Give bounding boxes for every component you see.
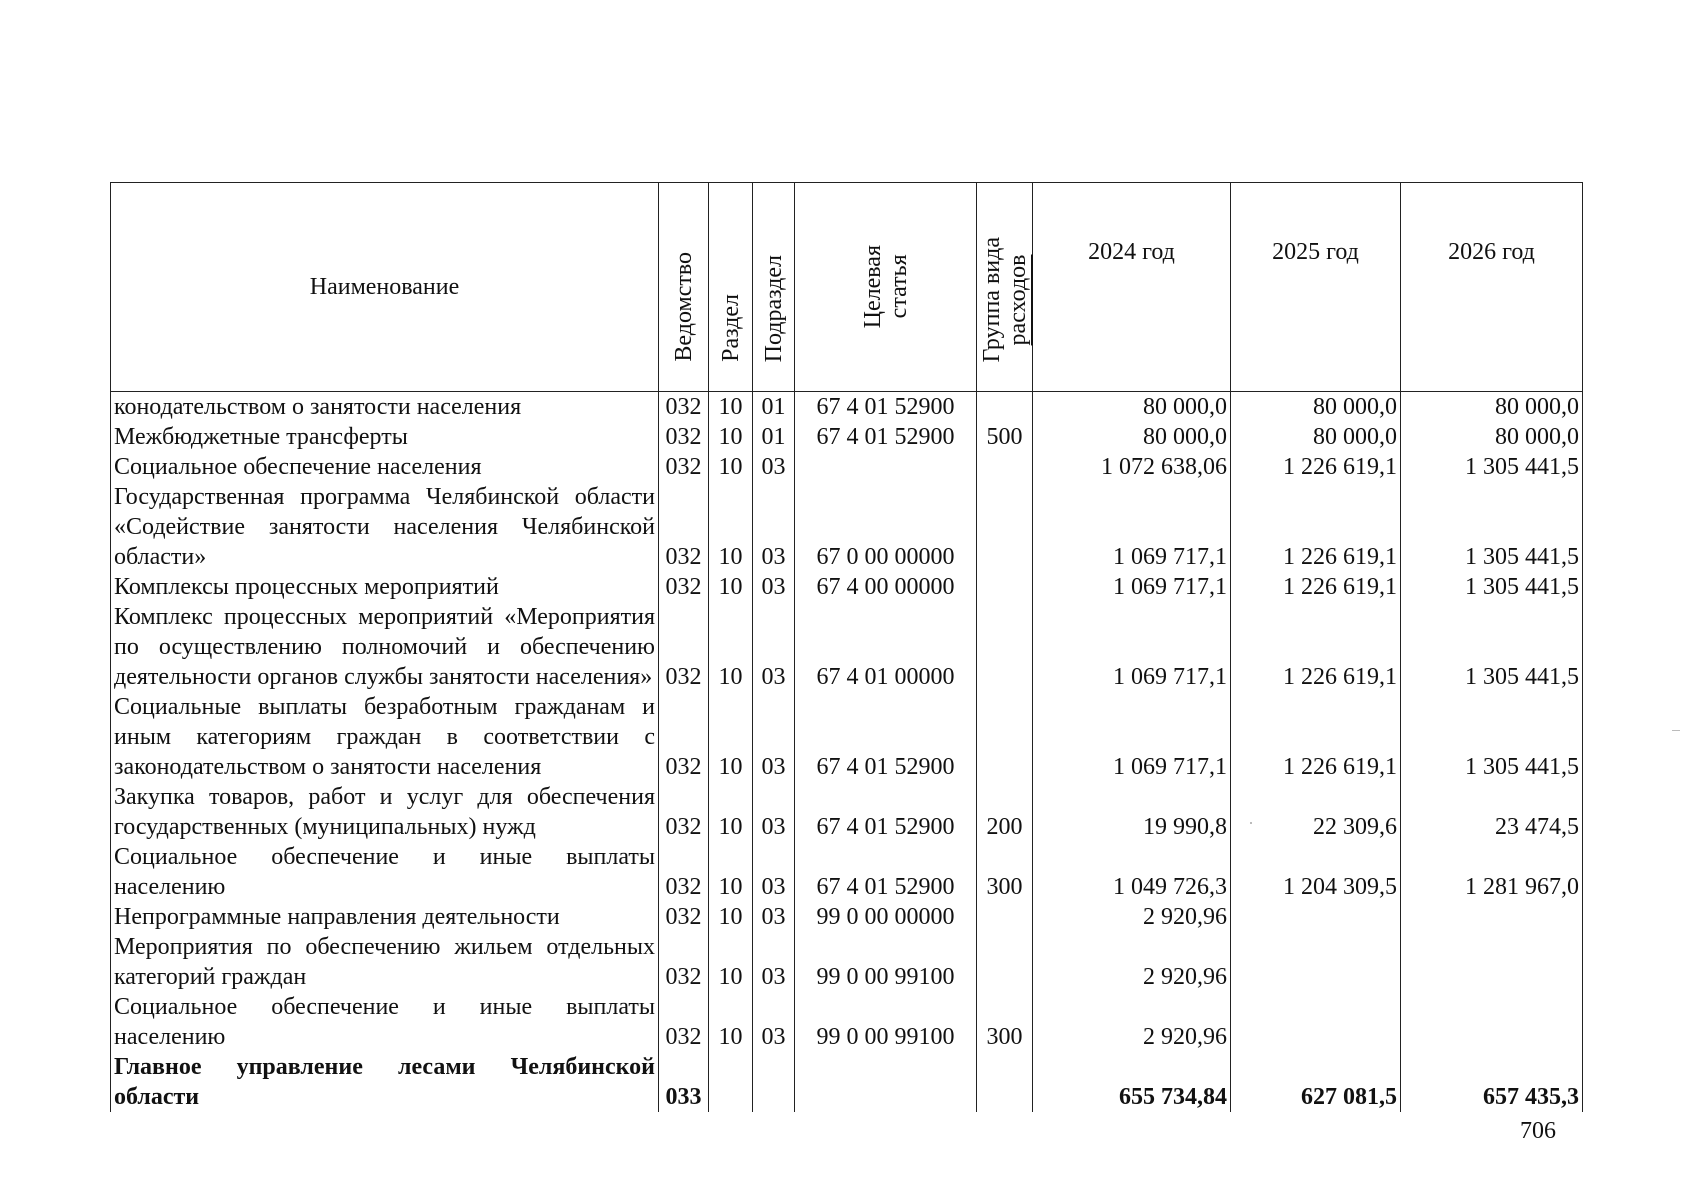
header-year-2024: 2024 год: [1033, 183, 1231, 392]
row-department: 032: [659, 932, 709, 992]
row-department: 032: [659, 392, 709, 423]
row-value-2026: 23 474,5: [1401, 782, 1583, 842]
table-row: [111, 602, 1583, 692]
row-name: конодательством о занятости населения: [111, 392, 659, 423]
row-department: 032: [659, 842, 709, 902]
row-value-2025: 1 226 619,1: [1231, 602, 1401, 692]
row-subsection: 03: [753, 782, 795, 842]
row-value-2025: 22 309,6: [1231, 782, 1401, 842]
scan-artifact: [1672, 730, 1680, 731]
table-row: [111, 572, 1583, 602]
row-target-article: 67 4 00 00000: [795, 572, 977, 602]
row-expense-group: 300: [977, 992, 1033, 1052]
table-row: [111, 1052, 1583, 1112]
row-expense-group: 200: [977, 782, 1033, 842]
header-target-article: Целевая статья: [795, 183, 977, 392]
row-subsection: 03: [753, 692, 795, 782]
row-department: 032: [659, 452, 709, 482]
row-target-article: 67 4 01 52900: [795, 842, 977, 902]
row-value-2025: [1231, 992, 1401, 1052]
row-value-2024: 80 000,0: [1033, 392, 1231, 423]
row-value-2026: 657 435,3: [1401, 1052, 1583, 1112]
row-name: Главное управление лесами Челябинской области: [111, 1052, 659, 1112]
row-subsection: 03: [753, 452, 795, 482]
row-value-2024: 1 069 717,1: [1033, 482, 1231, 572]
table-header-row: [111, 183, 1583, 392]
row-name: Комплекс процессных мероприятий «Мероприятия по осуществлению полномочий и обеспечению деятельности органов службы занятости населения»: [111, 602, 659, 692]
table-row: [111, 392, 1583, 423]
row-department: 032: [659, 692, 709, 782]
row-target-article: 99 0 00 99100: [795, 992, 977, 1052]
row-expense-group: [977, 932, 1033, 992]
row-value-2026: [1401, 932, 1583, 992]
row-section: 10: [709, 932, 753, 992]
row-department: 032: [659, 992, 709, 1052]
row-section: 10: [709, 782, 753, 842]
row-department: 032: [659, 482, 709, 572]
row-name: Межбюджетные трансферты: [111, 422, 659, 452]
row-value-2025: 1 204 309,5: [1231, 842, 1401, 902]
row-value-2024: 1 069 717,1: [1033, 692, 1231, 782]
scan-artifact: [1250, 822, 1252, 824]
row-subsection: 01: [753, 392, 795, 423]
table-row: [111, 842, 1583, 902]
row-section: 10: [709, 692, 753, 782]
row-expense-group: [977, 692, 1033, 782]
row-value-2026: 1 305 441,5: [1401, 452, 1583, 482]
row-target-article: [795, 452, 977, 482]
row-department: 032: [659, 422, 709, 452]
row-subsection: 01: [753, 422, 795, 452]
table-row: [111, 452, 1583, 482]
row-target-article: 99 0 00 99100: [795, 932, 977, 992]
table-row: [111, 902, 1583, 932]
table-row: [111, 782, 1583, 842]
table-body: [111, 392, 1583, 1113]
table-row: [111, 932, 1583, 992]
row-section: 10: [709, 902, 753, 932]
row-department: 032: [659, 572, 709, 602]
row-subsection: 03: [753, 902, 795, 932]
row-value-2025: 80 000,0: [1231, 392, 1401, 423]
table-row: [111, 692, 1583, 782]
budget-sheet: [110, 182, 1582, 1112]
row-name: Социальное обеспечение и иные выплаты населению: [111, 992, 659, 1052]
header-year-2025: 2025 год: [1231, 183, 1401, 392]
header-expense-group: Группа вида расходов: [977, 183, 1033, 392]
row-target-article: 67 0 00 00000: [795, 482, 977, 572]
row-expense-group: [977, 902, 1033, 932]
row-section: [709, 1052, 753, 1112]
header-section: Раздел: [709, 183, 753, 392]
row-target-article: 67 4 01 00000: [795, 602, 977, 692]
table-row: [111, 482, 1583, 572]
row-value-2026: 1 281 967,0: [1401, 842, 1583, 902]
row-value-2026: 80 000,0: [1401, 422, 1583, 452]
row-subsection: [753, 1052, 795, 1112]
row-section: 10: [709, 422, 753, 452]
row-department: 032: [659, 602, 709, 692]
row-expense-group: [977, 1052, 1033, 1112]
row-value-2026: 1 305 441,5: [1401, 482, 1583, 572]
row-value-2026: [1401, 992, 1583, 1052]
row-value-2026: [1401, 902, 1583, 932]
row-name: Закупка товаров, работ и услуг для обеспечения государственных (муниципальных) нужд: [111, 782, 659, 842]
row-name: Комплексы процессных мероприятий: [111, 572, 659, 602]
row-value-2026: 1 305 441,5: [1401, 602, 1583, 692]
row-subsection: 03: [753, 572, 795, 602]
row-value-2024: 1 069 717,1: [1033, 572, 1231, 602]
row-target-article: 67 4 01 52900: [795, 392, 977, 423]
row-expense-group: [977, 392, 1033, 423]
budget-table: [110, 182, 1583, 1112]
row-section: 10: [709, 452, 753, 482]
row-value-2025: 1 226 619,1: [1231, 452, 1401, 482]
row-target-article: 99 0 00 00000: [795, 902, 977, 932]
row-value-2025: 80 000,0: [1231, 422, 1401, 452]
row-section: 10: [709, 842, 753, 902]
row-section: 10: [709, 992, 753, 1052]
row-subsection: 03: [753, 932, 795, 992]
row-value-2024: 2 920,96: [1033, 932, 1231, 992]
row-target-article: 67 4 01 52900: [795, 782, 977, 842]
row-value-2025: 1 226 619,1: [1231, 482, 1401, 572]
row-value-2025: 627 081,5: [1231, 1052, 1401, 1112]
row-section: 10: [709, 602, 753, 692]
row-department: 033: [659, 1052, 709, 1112]
row-value-2024: 1 049 726,3: [1033, 842, 1231, 902]
row-expense-group: 300: [977, 842, 1033, 902]
row-department: 032: [659, 782, 709, 842]
row-subsection: 03: [753, 482, 795, 572]
row-name: Государственная программа Челябинской области «Содействие занятости населения Челябинской области»: [111, 482, 659, 572]
row-value-2025: 1 226 619,1: [1231, 692, 1401, 782]
row-value-2025: [1231, 902, 1401, 932]
row-expense-group: 500: [977, 422, 1033, 452]
row-value-2025: 1 226 619,1: [1231, 572, 1401, 602]
row-value-2026: 1 305 441,5: [1401, 572, 1583, 602]
row-target-article: 67 4 01 52900: [795, 422, 977, 452]
header-subsection: Подраздел: [753, 183, 795, 392]
row-subsection: 03: [753, 842, 795, 902]
row-department: 032: [659, 902, 709, 932]
row-value-2024: 2 920,96: [1033, 902, 1231, 932]
table-row: [111, 422, 1583, 452]
row-section: 10: [709, 572, 753, 602]
row-name: Непрограммные направления деятельности: [111, 902, 659, 932]
row-value-2024: 1 072 638,06: [1033, 452, 1231, 482]
row-value-2026: 80 000,0: [1401, 392, 1583, 423]
row-expense-group: [977, 482, 1033, 572]
row-section: 10: [709, 482, 753, 572]
row-name: Социальное обеспечение населения: [111, 452, 659, 482]
row-target-article: 67 4 01 52900: [795, 692, 977, 782]
row-name: Социальное обеспечение и иные выплаты населению: [111, 842, 659, 902]
row-expense-group: [977, 602, 1033, 692]
row-value-2025: [1231, 932, 1401, 992]
header-name: Наименование: [111, 183, 659, 392]
row-subsection: 03: [753, 992, 795, 1052]
row-value-2024: 2 920,96: [1033, 992, 1231, 1052]
row-value-2024: 655 734,84: [1033, 1052, 1231, 1112]
page-number: 706: [1520, 1118, 1556, 1144]
row-subsection: 03: [753, 602, 795, 692]
row-name: Мероприятия по обеспечению жильем отдельных категорий граждан: [111, 932, 659, 992]
row-value-2024: 19 990,8: [1033, 782, 1231, 842]
row-value-2024: 1 069 717,1: [1033, 602, 1231, 692]
row-name: Социальные выплаты безработным гражданам и иным категориям граждан в соответствии с законодательством о занятости населения: [111, 692, 659, 782]
header-department: Ведомство: [659, 183, 709, 392]
row-section: 10: [709, 392, 753, 423]
row-expense-group: [977, 452, 1033, 482]
row-expense-group: [977, 572, 1033, 602]
row-target-article: [795, 1052, 977, 1112]
row-value-2026: 1 305 441,5: [1401, 692, 1583, 782]
header-year-2026: 2026 год: [1401, 183, 1583, 392]
row-value-2024: 80 000,0: [1033, 422, 1231, 452]
table-row: [111, 992, 1583, 1052]
